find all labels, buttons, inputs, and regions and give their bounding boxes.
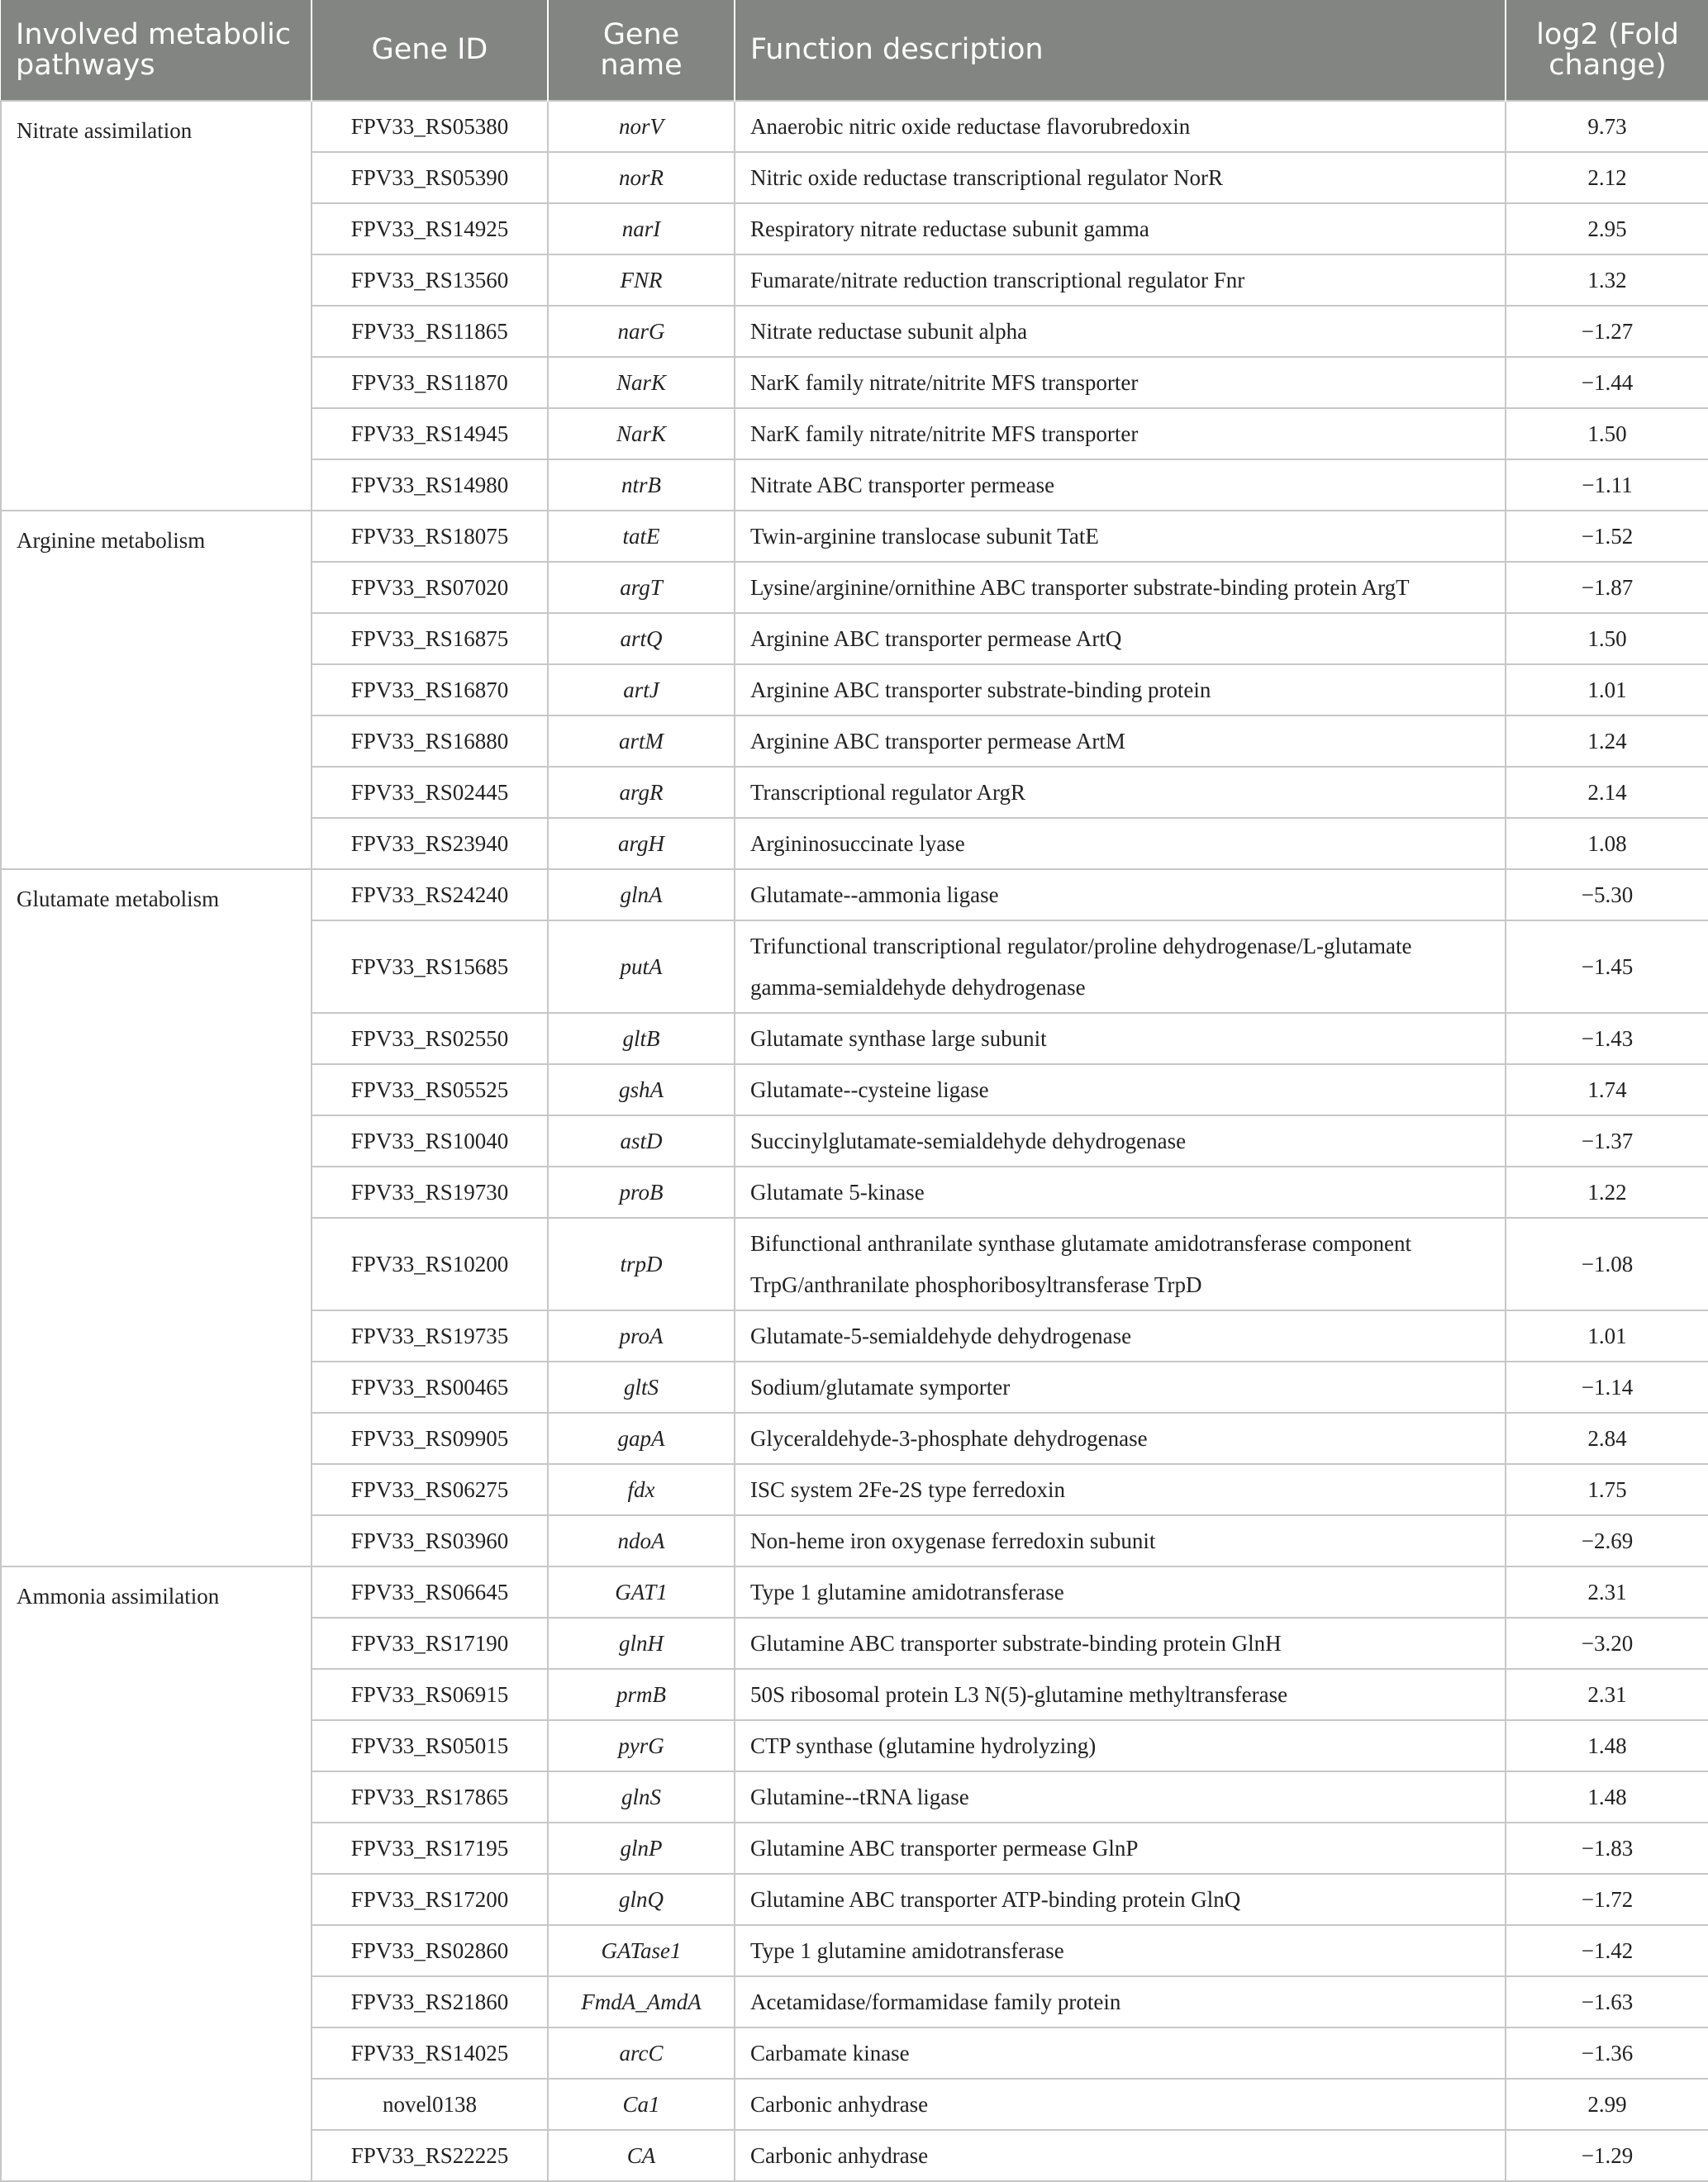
log2-fold-change-cell: −1.27 xyxy=(1506,306,1708,357)
function-description-cell: Glyceraldehyde-3-phosphate dehydrogenase xyxy=(735,1413,1506,1464)
log2-fold-change-cell: 1.48 xyxy=(1506,1720,1708,1771)
function-description-cell: Lysine/arginine/ornithine ABC transporter substrate-binding protein ArgT xyxy=(735,562,1506,613)
gene-id-cell: FPV33_RS14945 xyxy=(312,408,548,459)
table-row xyxy=(1,101,1708,152)
gene-name-cell: gshA xyxy=(548,1064,735,1115)
log2-fold-change-cell: −1.83 xyxy=(1506,1823,1708,1874)
function-description-cell: Glutamate--ammonia ligase xyxy=(735,869,1506,920)
log2-fold-change-cell: −1.52 xyxy=(1506,511,1708,562)
function-description-cell: Glutamine ABC transporter ATP-binding protein GlnQ xyxy=(735,1874,1506,1925)
gene-name-cell: narI xyxy=(548,203,735,254)
log2-fold-change-cell: −1.63 xyxy=(1506,1976,1708,2028)
gene-name-cell: glnA xyxy=(548,869,735,920)
log2-fold-change-cell: −1.11 xyxy=(1506,459,1708,511)
gene-name-cell: glnH xyxy=(548,1618,735,1669)
gene-name-cell: gapA xyxy=(548,1413,735,1464)
pathway-cell: Nitrate assimilation xyxy=(1,101,312,511)
function-description-cell: Twin-arginine translocase subunit TatE xyxy=(735,511,1506,562)
gene-name-cell: prmB xyxy=(548,1669,735,1720)
log2-fold-change-cell: 2.31 xyxy=(1506,1669,1708,1720)
function-description-cell: CTP synthase (glutamine hydrolyzing) xyxy=(735,1720,1506,1771)
log2-fold-change-cell: −1.44 xyxy=(1506,357,1708,408)
header-log2-fold-change: log2 (Fold change) xyxy=(1506,0,1708,101)
gene-id-cell: FPV33_RS14980 xyxy=(312,459,548,511)
function-description-cell: NarK family nitrate/nitrite MFS transporter xyxy=(735,408,1506,459)
log2-fold-change-cell: 2.95 xyxy=(1506,203,1708,254)
function-description-cell: Transcriptional regulator ArgR xyxy=(735,767,1506,818)
gene-id-cell: FPV33_RS06645 xyxy=(312,1566,548,1618)
gene-name-cell: argH xyxy=(548,818,735,869)
function-description-cell: 50S ribosomal protein L3 N(5)-glutamine methyltransferase xyxy=(735,1669,1506,1720)
gene-id-cell: FPV33_RS21860 xyxy=(312,1976,548,2028)
gene-id-cell: FPV33_RS02550 xyxy=(312,1013,548,1064)
gene-name-cell: fdx xyxy=(548,1464,735,1515)
pathway-cell: Glutamate metabolism xyxy=(1,869,312,1566)
gene-id-cell: FPV33_RS14925 xyxy=(312,203,548,254)
function-description-cell: ISC system 2Fe-2S type ferredoxin xyxy=(735,1464,1506,1515)
gene-name-cell: Ca1 xyxy=(548,2079,735,2130)
gene-name-cell: tatE xyxy=(548,511,735,562)
function-description-cell: Trifunctional transcriptional regulator/proline dehydrogenase/L-glutamate gamma-semialdehyde dehydrogenase xyxy=(735,920,1506,1013)
gene-id-cell: FPV33_RS07020 xyxy=(312,562,548,613)
log2-fold-change-cell: 1.24 xyxy=(1506,715,1708,767)
log2-fold-change-cell: −1.08 xyxy=(1506,1218,1708,1310)
gene-id-cell: FPV33_RS19735 xyxy=(312,1310,548,1362)
log2-fold-change-cell: 1.01 xyxy=(1506,664,1708,715)
function-description-cell: Nitrate reductase subunit alpha xyxy=(735,306,1506,357)
gene-id-cell: FPV33_RS18075 xyxy=(312,511,548,562)
function-description-cell: Anaerobic nitric oxide reductase flavorubredoxin xyxy=(735,101,1506,152)
gene-id-cell: FPV33_RS05525 xyxy=(312,1064,548,1115)
gene-name-cell: gltS xyxy=(548,1362,735,1413)
function-description-cell: Arginine ABC transporter permease ArtM xyxy=(735,715,1506,767)
function-description-cell: Carbamate kinase xyxy=(735,2028,1506,2079)
log2-fold-change-cell: −1.43 xyxy=(1506,1013,1708,1064)
function-description-cell: Carbonic anhydrase xyxy=(735,2130,1506,2181)
function-description-cell: Glutamine--tRNA ligase xyxy=(735,1771,1506,1823)
gene-id-cell: FPV33_RS11865 xyxy=(312,306,548,357)
gene-id-cell: FPV33_RS16875 xyxy=(312,613,548,664)
gene-name-cell: norV xyxy=(548,101,735,152)
function-description-cell: Glutamate--cysteine ligase xyxy=(735,1064,1506,1115)
log2-fold-change-cell: −1.29 xyxy=(1506,2130,1708,2181)
gene-id-cell: FPV33_RS00465 xyxy=(312,1362,548,1413)
function-description-cell: Nitrate ABC transporter permease xyxy=(735,459,1506,511)
gene-id-cell: FPV33_RS10040 xyxy=(312,1115,548,1167)
gene-id-cell: FPV33_RS23940 xyxy=(312,818,548,869)
header-gene-name: Gene name xyxy=(548,0,735,101)
log2-fold-change-cell: −1.87 xyxy=(1506,562,1708,613)
function-description-cell: Bifunctional anthranilate synthase glutamate amidotransferase component TrpG/anthranilate phosphoribosyltransferase TrpD xyxy=(735,1218,1506,1310)
function-description-cell: Glutamate 5-kinase xyxy=(735,1167,1506,1218)
log2-fold-change-cell: 1.50 xyxy=(1506,408,1708,459)
function-description-cell: Glutamate-5-semialdehyde dehydrogenase xyxy=(735,1310,1506,1362)
function-description-cell: Acetamidase/formamidase family protein xyxy=(735,1976,1506,2028)
gene-name-cell: pyrG xyxy=(548,1720,735,1771)
gene-id-cell: FPV33_RS19730 xyxy=(312,1167,548,1218)
gene-name-cell: NarK xyxy=(548,408,735,459)
gene-name-cell: artJ xyxy=(548,664,735,715)
header-pathway: Involved metabolic pathways xyxy=(1,0,312,101)
log2-fold-change-cell: −1.36 xyxy=(1506,2028,1708,2079)
gene-name-cell: ndoA xyxy=(548,1515,735,1566)
function-description-cell: Succinylglutamate-semialdehyde dehydrogenase xyxy=(735,1115,1506,1167)
log2-fold-change-cell: −1.14 xyxy=(1506,1362,1708,1413)
gene-name-cell: GATase1 xyxy=(548,1925,735,1976)
log2-fold-change-cell: −3.20 xyxy=(1506,1618,1708,1669)
table-row xyxy=(1,869,1708,920)
log2-fold-change-cell: 1.75 xyxy=(1506,1464,1708,1515)
function-description-cell: Arginine ABC transporter substrate-binding protein xyxy=(735,664,1506,715)
log2-fold-change-cell: 1.50 xyxy=(1506,613,1708,664)
gene-id-cell: FPV33_RS05390 xyxy=(312,152,548,203)
function-description-cell: Type 1 glutamine amidotransferase xyxy=(735,1925,1506,1976)
gene-id-cell: FPV33_RS13560 xyxy=(312,254,548,306)
function-description-cell: Argininosuccinate lyase xyxy=(735,818,1506,869)
gene-id-cell: FPV33_RS11870 xyxy=(312,357,548,408)
gene-id-cell: FPV33_RS02445 xyxy=(312,767,548,818)
table-body xyxy=(1,101,1708,2181)
gene-name-cell: FNR xyxy=(548,254,735,306)
gene-name-cell: arcC xyxy=(548,2028,735,2079)
gene-id-cell: FPV33_RS02860 xyxy=(312,1925,548,1976)
gene-id-cell: FPV33_RS09905 xyxy=(312,1413,548,1464)
gene-id-cell: FPV33_RS22225 xyxy=(312,2130,548,2181)
function-description-cell: NarK family nitrate/nitrite MFS transporter xyxy=(735,357,1506,408)
gene-name-cell: NarK xyxy=(548,357,735,408)
table-row xyxy=(1,1566,1708,1618)
log2-fold-change-cell: 9.73 xyxy=(1506,101,1708,152)
function-description-cell: Glutamine ABC transporter substrate-binding protein GlnH xyxy=(735,1618,1506,1669)
function-description-cell: Glutamate synthase large subunit xyxy=(735,1013,1506,1064)
gene-id-cell: FPV33_RS10200 xyxy=(312,1218,548,1310)
gene-name-cell: argR xyxy=(548,767,735,818)
gene-name-cell: trpD xyxy=(548,1218,735,1310)
function-description-cell: Glutamine ABC transporter permease GlnP xyxy=(735,1823,1506,1874)
log2-fold-change-cell: 1.32 xyxy=(1506,254,1708,306)
gene-id-cell: FPV33_RS15685 xyxy=(312,920,548,1013)
header-gene-id: Gene ID xyxy=(312,0,548,101)
log2-fold-change-cell: 2.31 xyxy=(1506,1566,1708,1618)
function-description-cell: Fumarate/nitrate reduction transcriptional regulator Fnr xyxy=(735,254,1506,306)
log2-fold-change-cell: 1.08 xyxy=(1506,818,1708,869)
gene-name-cell: artQ xyxy=(548,613,735,664)
function-description-cell: Carbonic anhydrase xyxy=(735,2079,1506,2130)
gene-name-cell: gltB xyxy=(548,1013,735,1064)
pathway-cell: Ammonia assimilation xyxy=(1,1566,312,2181)
gene-name-cell: GAT1 xyxy=(548,1566,735,1618)
gene-name-cell: argT xyxy=(548,562,735,613)
gene-id-cell: FPV33_RS03960 xyxy=(312,1515,548,1566)
gene-id-cell: FPV33_RS05380 xyxy=(312,101,548,152)
function-description-cell: Nitric oxide reductase transcriptional regulator NorR xyxy=(735,152,1506,203)
log2-fold-change-cell: −5.30 xyxy=(1506,869,1708,920)
log2-fold-change-cell: −2.69 xyxy=(1506,1515,1708,1566)
table-header xyxy=(1,0,1708,101)
log2-fold-change-cell: −1.45 xyxy=(1506,920,1708,1013)
log2-fold-change-cell: 1.48 xyxy=(1506,1771,1708,1823)
log2-fold-change-cell: 1.74 xyxy=(1506,1064,1708,1115)
gene-name-cell: FmdA_AmdA xyxy=(548,1976,735,2028)
log2-fold-change-cell: 1.22 xyxy=(1506,1167,1708,1218)
gene-name-cell: proB xyxy=(548,1167,735,1218)
gene-id-cell: FPV33_RS17865 xyxy=(312,1771,548,1823)
gene-name-cell: putA xyxy=(548,920,735,1013)
log2-fold-change-cell: 2.99 xyxy=(1506,2079,1708,2130)
header-function: Function description xyxy=(735,0,1506,101)
function-description-cell: Respiratory nitrate reductase subunit gamma xyxy=(735,203,1506,254)
gene-name-cell: norR xyxy=(548,152,735,203)
gene-name-cell: proA xyxy=(548,1310,735,1362)
gene-id-cell: FPV33_RS06275 xyxy=(312,1464,548,1515)
gene-name-cell: glnS xyxy=(548,1771,735,1823)
log2-fold-change-cell: 2.14 xyxy=(1506,767,1708,818)
log2-fold-change-cell: −1.72 xyxy=(1506,1874,1708,1925)
gene-id-cell: FPV33_RS16870 xyxy=(312,664,548,715)
log2-fold-change-cell: −1.42 xyxy=(1506,1925,1708,1976)
gene-name-cell: narG xyxy=(548,306,735,357)
gene-name-cell: astD xyxy=(548,1115,735,1167)
gene-id-cell: FPV33_RS17195 xyxy=(312,1823,548,1874)
gene-name-cell: ntrB xyxy=(548,459,735,511)
gene-name-cell: artM xyxy=(548,715,735,767)
gene-name-cell: glnP xyxy=(548,1823,735,1874)
gene-id-cell: FPV33_RS17200 xyxy=(312,1874,548,1925)
function-description-cell: Sodium/glutamate symporter xyxy=(735,1362,1506,1413)
gene-id-cell: FPV33_RS05015 xyxy=(312,1720,548,1771)
log2-fold-change-cell: −1.37 xyxy=(1506,1115,1708,1167)
log2-fold-change-cell: 2.12 xyxy=(1506,152,1708,203)
function-description-cell: Type 1 glutamine amidotransferase xyxy=(735,1566,1506,1618)
gene-id-cell: FPV33_RS17190 xyxy=(312,1618,548,1669)
gene-name-cell: glnQ xyxy=(548,1874,735,1925)
table-row xyxy=(1,511,1708,562)
gene-id-cell: FPV33_RS14025 xyxy=(312,2028,548,2079)
function-description-cell: Non-heme iron oxygenase ferredoxin subunit xyxy=(735,1515,1506,1566)
gene-name-cell: CA xyxy=(548,2130,735,2181)
log2-fold-change-cell: 2.84 xyxy=(1506,1413,1708,1464)
pathway-cell: Arginine metabolism xyxy=(1,511,312,869)
function-description-cell: Arginine ABC transporter permease ArtQ xyxy=(735,613,1506,664)
gene-id-cell: FPV33_RS24240 xyxy=(312,869,548,920)
gene-id-cell: FPV33_RS16880 xyxy=(312,715,548,767)
gene-id-cell: FPV33_RS06915 xyxy=(312,1669,548,1720)
log2-fold-change-cell: 1.01 xyxy=(1506,1310,1708,1362)
gene-id-cell: novel0138 xyxy=(312,2079,548,2130)
